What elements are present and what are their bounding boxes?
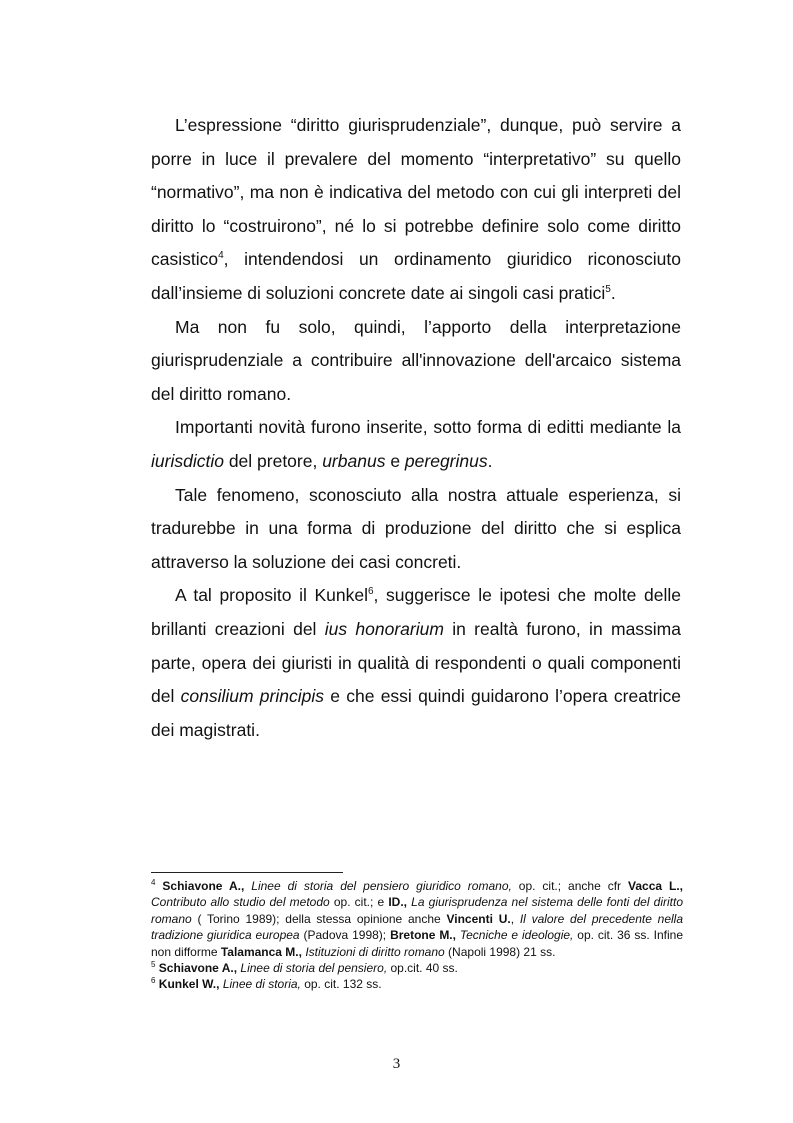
- italic-term: iurisdictio: [151, 450, 224, 471]
- paragraph: [151, 479, 681, 580]
- footnote-separator: [151, 872, 343, 873]
- italic-term: Linee di storia,: [222, 977, 301, 992]
- author-name: Schiavone A.,: [158, 961, 238, 976]
- footnote: [151, 976, 683, 992]
- text-run: .: [487, 450, 493, 471]
- italic-term: Linee di storia del pensiero giuridico romano,: [251, 879, 512, 893]
- page-number: 3: [392, 1056, 401, 1072]
- text-run: Tale fenomeno, sconosciuto alla nostra attuale esperienza, si tradurebbe in una forma di produzione del diritto che si esplica attraverso la soluzione dei casi concreti.: [151, 484, 681, 572]
- author-name: Bretone M.,: [390, 928, 456, 943]
- italic-term: Il valore del precedente nella tradizione giuridica europea: [151, 911, 684, 943]
- footnote-ref: 6: [367, 586, 374, 598]
- author-name: Vacca L.,: [628, 879, 683, 893]
- text-run: e che essi quindi guidarono l’opera creatrice dei magistrati.: [151, 686, 682, 740]
- paragraph: [151, 579, 681, 747]
- text-run: op. cit. 36 ss. Infine non difforme: [151, 928, 683, 959]
- author-name: Schiavone A.,: [162, 879, 245, 893]
- italic-term: ius honorarium: [324, 618, 444, 639]
- text-run: , suggerisce le ipotesi che molte delle brillanti creazioni del: [151, 585, 681, 639]
- footnote: [151, 878, 683, 960]
- author-name: Talamanca M.,: [220, 944, 302, 959]
- text-run: op. cit. 132 ss.: [300, 977, 382, 992]
- text-run: ( Torino 1989); della stessa opinione anche: [191, 911, 447, 926]
- text-run: op.cit. 40 ss.: [387, 961, 458, 976]
- footnotes: [151, 878, 683, 993]
- footnote: [151, 960, 683, 976]
- text-run: ,: [510, 911, 520, 926]
- italic-term: Linee di storia del pensiero,: [240, 961, 388, 976]
- body-text: [151, 109, 681, 747]
- text-run: Importanti novità furono inserite, sotto forma di editti mediante la: [175, 417, 681, 438]
- footnote-ref: 5: [605, 284, 611, 296]
- text-run: (Padova 1998);: [299, 928, 391, 943]
- text-run: , intendendosi un ordinamento giuridico riconosciuto dall’insieme di soluzioni concrete date ai singoli casi pratici: [151, 249, 681, 303]
- text-run: Ma non fu solo, quindi, l’apporto della interpretazione giurisprudenziale a contribuire all'innovazione dell'arcaico sistema del diritto romano.: [151, 316, 681, 404]
- text-run: A tal proposito il Kunkel: [175, 585, 368, 606]
- text-run: .: [610, 282, 616, 303]
- author-name: Kunkel W.,: [158, 977, 220, 992]
- text-run: in realtà furono, in massima parte, opera dei giuristi in qualità di respondenti o quali componenti del: [151, 618, 681, 707]
- footnote-ref: 4: [151, 878, 156, 887]
- text-run: op. cit.; anche cfr: [511, 879, 628, 893]
- text-run: L’espressione “diritto giurisprudenziale”, dunque, può servire a porre in luce il prevalere del momento “interpretativo” su quello “normativo”, ma non è indicativa del metodo con cui gli interpreti del diritto lo “costruirono”, né lo si potrebbe definire solo come diritto casistico: [151, 115, 681, 270]
- author-name: ID.,: [388, 895, 407, 910]
- text-run: del pretore,: [223, 450, 323, 471]
- italic-term: Tecniche e ideologie,: [459, 928, 574, 943]
- paragraph: [151, 109, 681, 311]
- paragraph: [151, 411, 681, 478]
- italic-term: Istituzioni di diritto romano: [305, 944, 445, 959]
- footnote-ref: 5: [151, 960, 156, 970]
- paragraph: [151, 311, 681, 412]
- footnote-ref: 6: [151, 976, 156, 986]
- text-run: e: [385, 450, 405, 471]
- author-name: Vincenti U.: [446, 911, 511, 926]
- text-run: (Napoli 1998) 21 ss.: [444, 944, 556, 959]
- text-run: op. cit.; e: [329, 895, 389, 910]
- italic-term: consilium principis: [180, 686, 324, 707]
- italic-term: Contributo allo studio del metodo: [151, 895, 330, 910]
- footnote-ref: 4: [218, 250, 224, 262]
- italic-term: La giurisprudenza nel sistema delle fonti del diritto romano: [151, 895, 684, 926]
- italic-term: urbanus: [322, 450, 386, 471]
- italic-term: peregrinus: [404, 450, 488, 471]
